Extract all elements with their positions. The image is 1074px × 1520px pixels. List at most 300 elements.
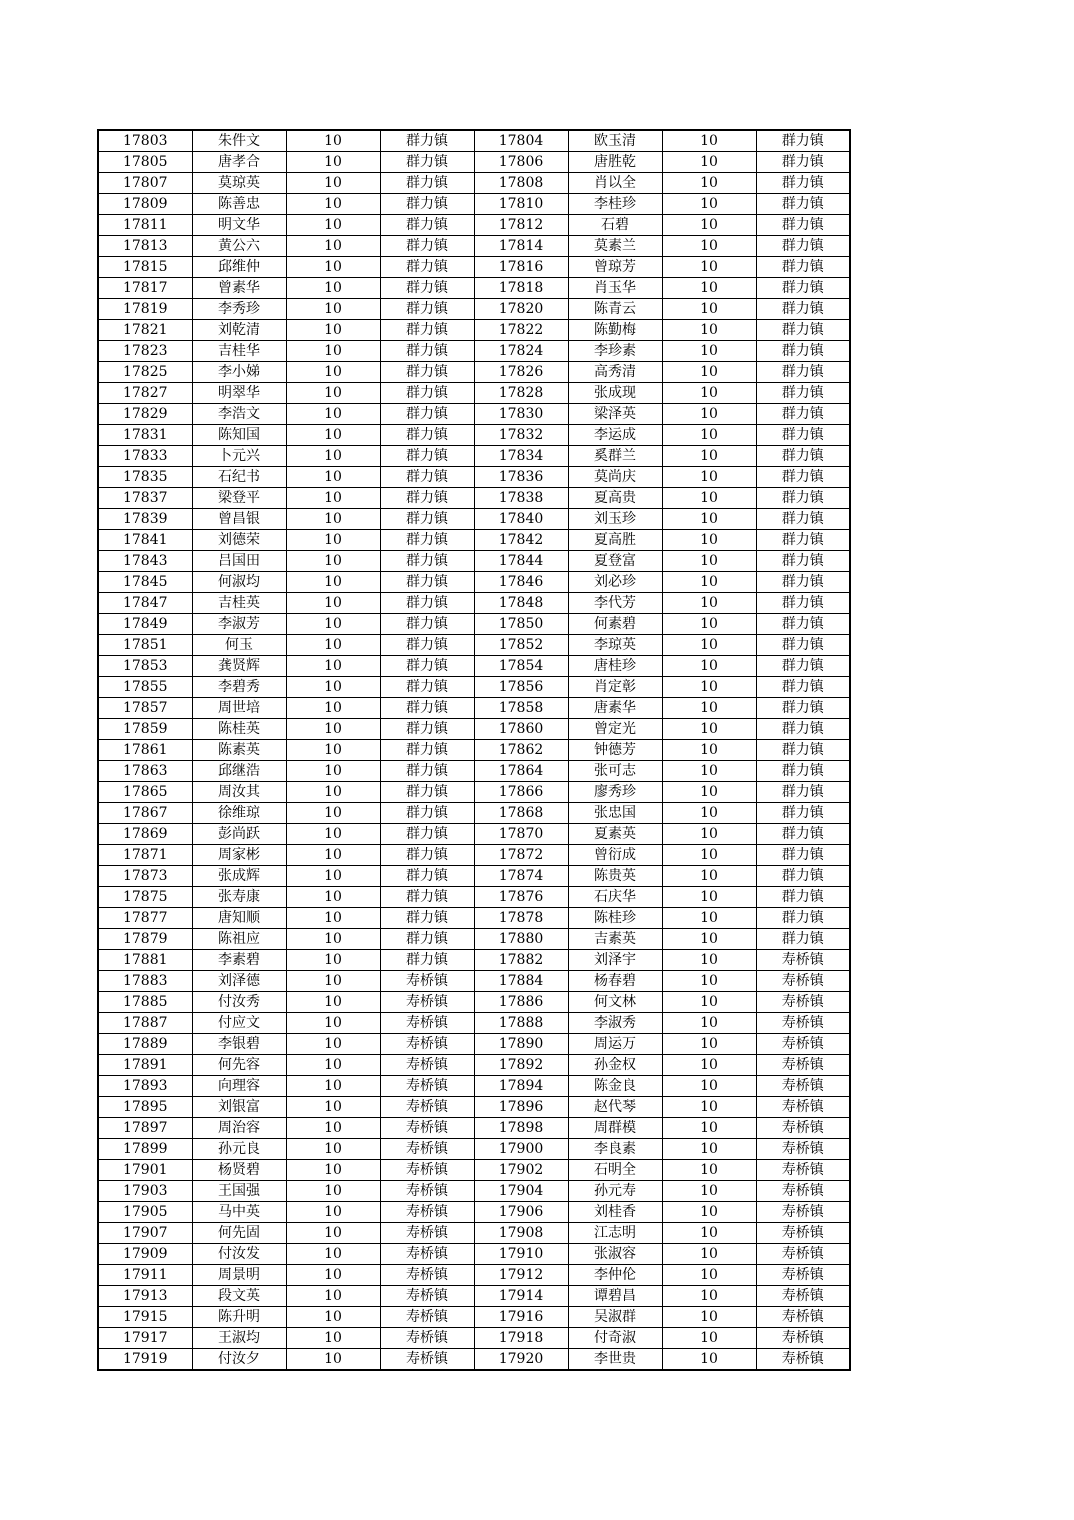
amount-cell: 10 (662, 383, 756, 404)
amount-cell: 10 (662, 1349, 756, 1371)
amount-cell: 10 (286, 130, 380, 152)
id-cell: 17900 (474, 1139, 568, 1160)
town-cell: 群力镇 (756, 908, 850, 929)
name-cell: 李珍素 (568, 341, 662, 362)
amount-cell: 10 (286, 1181, 380, 1202)
id-cell: 17839 (98, 509, 192, 530)
table-row (98, 761, 850, 782)
id-cell: 17868 (474, 803, 568, 824)
town-cell: 寿桥镇 (756, 1328, 850, 1349)
amount-cell: 10 (286, 1244, 380, 1265)
id-cell: 17833 (98, 446, 192, 467)
name-cell: 张成辉 (192, 866, 286, 887)
id-cell: 17819 (98, 299, 192, 320)
amount-cell: 10 (286, 425, 380, 446)
name-cell: 欧玉清 (568, 130, 662, 152)
amount-cell: 10 (286, 1349, 380, 1371)
table-row (98, 782, 850, 803)
amount-cell: 10 (286, 782, 380, 803)
name-cell: 唐知顺 (192, 908, 286, 929)
town-cell: 群力镇 (756, 887, 850, 908)
town-cell: 寿桥镇 (756, 1055, 850, 1076)
amount-cell: 10 (286, 1118, 380, 1139)
name-cell: 张淑容 (568, 1244, 662, 1265)
town-cell: 群力镇 (756, 362, 850, 383)
amount-cell: 10 (662, 740, 756, 761)
name-cell: 肖以全 (568, 173, 662, 194)
amount-cell: 10 (286, 320, 380, 341)
amount-cell: 10 (286, 194, 380, 215)
town-cell: 群力镇 (756, 341, 850, 362)
town-cell: 寿桥镇 (380, 1076, 474, 1097)
name-cell: 马中英 (192, 1202, 286, 1223)
amount-cell: 10 (662, 572, 756, 593)
name-cell: 何素碧 (568, 614, 662, 635)
amount-cell: 10 (286, 1013, 380, 1034)
name-cell: 曾昌银 (192, 509, 286, 530)
name-cell: 吉桂华 (192, 341, 286, 362)
town-cell: 群力镇 (380, 593, 474, 614)
town-cell: 群力镇 (380, 215, 474, 236)
name-cell: 付奇淑 (568, 1328, 662, 1349)
town-cell: 寿桥镇 (380, 1223, 474, 1244)
id-cell: 17807 (98, 173, 192, 194)
id-cell: 17812 (474, 215, 568, 236)
town-cell: 寿桥镇 (756, 1160, 850, 1181)
id-cell: 17872 (474, 845, 568, 866)
town-cell: 群力镇 (380, 194, 474, 215)
town-cell: 寿桥镇 (380, 1013, 474, 1034)
table-row (98, 299, 850, 320)
table-row (98, 1034, 850, 1055)
id-cell: 17844 (474, 551, 568, 572)
town-cell: 群力镇 (380, 845, 474, 866)
town-cell: 寿桥镇 (756, 1097, 850, 1118)
town-cell: 群力镇 (380, 509, 474, 530)
id-cell: 17895 (98, 1097, 192, 1118)
name-cell: 付汝发 (192, 1244, 286, 1265)
name-cell: 周治容 (192, 1118, 286, 1139)
amount-cell: 10 (286, 1034, 380, 1055)
id-cell: 17840 (474, 509, 568, 530)
name-cell: 周家彬 (192, 845, 286, 866)
name-cell: 石碧 (568, 215, 662, 236)
town-cell: 群力镇 (380, 887, 474, 908)
amount-cell: 10 (662, 698, 756, 719)
amount-cell: 10 (662, 488, 756, 509)
town-cell: 群力镇 (380, 425, 474, 446)
town-cell: 寿桥镇 (380, 1307, 474, 1328)
table-row (98, 1013, 850, 1034)
name-cell: 石纪书 (192, 467, 286, 488)
name-cell: 石庆华 (568, 887, 662, 908)
id-cell: 17849 (98, 614, 192, 635)
town-cell: 寿桥镇 (380, 992, 474, 1013)
table-row (98, 404, 850, 425)
id-cell: 17919 (98, 1349, 192, 1371)
name-cell: 何玉 (192, 635, 286, 656)
name-cell: 陈祖应 (192, 929, 286, 950)
amount-cell: 10 (286, 593, 380, 614)
town-cell: 寿桥镇 (380, 1328, 474, 1349)
table-row (98, 173, 850, 194)
town-cell: 群力镇 (380, 740, 474, 761)
name-cell: 向理容 (192, 1076, 286, 1097)
table-row (98, 1181, 850, 1202)
name-cell: 张寿康 (192, 887, 286, 908)
town-cell: 寿桥镇 (380, 1181, 474, 1202)
id-cell: 17901 (98, 1160, 192, 1181)
amount-cell: 10 (662, 635, 756, 656)
id-cell: 17888 (474, 1013, 568, 1034)
amount-cell: 10 (662, 824, 756, 845)
id-cell: 17853 (98, 656, 192, 677)
amount-cell: 10 (286, 635, 380, 656)
id-cell: 17889 (98, 1034, 192, 1055)
table-row (98, 152, 850, 173)
town-cell: 寿桥镇 (756, 1139, 850, 1160)
id-cell: 17915 (98, 1307, 192, 1328)
name-cell: 陈善忠 (192, 194, 286, 215)
town-cell: 寿桥镇 (380, 1244, 474, 1265)
id-cell: 17827 (98, 383, 192, 404)
town-cell: 群力镇 (756, 614, 850, 635)
amount-cell: 10 (662, 1202, 756, 1223)
name-cell: 杨贤碧 (192, 1160, 286, 1181)
table-row (98, 1244, 850, 1265)
name-cell: 龚贤辉 (192, 656, 286, 677)
town-cell: 群力镇 (380, 278, 474, 299)
name-cell: 刘桂香 (568, 1202, 662, 1223)
amount-cell: 10 (286, 761, 380, 782)
name-cell: 明文华 (192, 215, 286, 236)
name-cell: 张可志 (568, 761, 662, 782)
amount-cell: 10 (286, 1265, 380, 1286)
table-row (98, 614, 850, 635)
amount-cell: 10 (286, 1223, 380, 1244)
id-cell: 17911 (98, 1265, 192, 1286)
amount-cell: 10 (286, 803, 380, 824)
table-row (98, 929, 850, 950)
town-cell: 寿桥镇 (756, 1013, 850, 1034)
id-cell: 17913 (98, 1286, 192, 1307)
amount-cell: 10 (286, 236, 380, 257)
roster-table (97, 129, 851, 1371)
town-cell: 寿桥镇 (380, 1097, 474, 1118)
id-cell: 17809 (98, 194, 192, 215)
amount-cell: 10 (662, 130, 756, 152)
table-row (98, 845, 850, 866)
name-cell: 廖秀珍 (568, 782, 662, 803)
name-cell: 赵代琴 (568, 1097, 662, 1118)
table-row (98, 1223, 850, 1244)
id-cell: 17899 (98, 1139, 192, 1160)
id-cell: 17847 (98, 593, 192, 614)
amount-cell: 10 (662, 257, 756, 278)
amount-cell: 10 (662, 362, 756, 383)
town-cell: 群力镇 (380, 152, 474, 173)
id-cell: 17832 (474, 425, 568, 446)
name-cell: 唐孝合 (192, 152, 286, 173)
amount-cell: 10 (662, 845, 756, 866)
name-cell: 刘乾清 (192, 320, 286, 341)
town-cell: 寿桥镇 (756, 1307, 850, 1328)
town-cell: 群力镇 (380, 130, 474, 152)
town-cell: 群力镇 (756, 404, 850, 425)
name-cell: 王国强 (192, 1181, 286, 1202)
name-cell: 邱维仲 (192, 257, 286, 278)
amount-cell: 10 (662, 971, 756, 992)
name-cell: 周群模 (568, 1118, 662, 1139)
name-cell: 夏登富 (568, 551, 662, 572)
name-cell: 邱继浩 (192, 761, 286, 782)
table-row (98, 908, 850, 929)
id-cell: 17893 (98, 1076, 192, 1097)
amount-cell: 10 (662, 1181, 756, 1202)
town-cell: 群力镇 (756, 130, 850, 152)
amount-cell: 10 (286, 488, 380, 509)
id-cell: 17876 (474, 887, 568, 908)
name-cell: 付应文 (192, 1013, 286, 1034)
name-cell: 刘泽德 (192, 971, 286, 992)
name-cell: 李淑秀 (568, 1013, 662, 1034)
amount-cell: 10 (662, 341, 756, 362)
id-cell: 17835 (98, 467, 192, 488)
id-cell: 17918 (474, 1328, 568, 1349)
id-cell: 17838 (474, 488, 568, 509)
amount-cell: 10 (286, 1160, 380, 1181)
table-row (98, 383, 850, 404)
name-cell: 李良素 (568, 1139, 662, 1160)
name-cell: 曾衍成 (568, 845, 662, 866)
amount-cell: 10 (662, 761, 756, 782)
amount-cell: 10 (286, 1286, 380, 1307)
name-cell: 段文英 (192, 1286, 286, 1307)
amount-cell: 10 (662, 593, 756, 614)
id-cell: 17879 (98, 929, 192, 950)
id-cell: 17897 (98, 1118, 192, 1139)
id-cell: 17874 (474, 866, 568, 887)
id-cell: 17882 (474, 950, 568, 971)
id-cell: 17878 (474, 908, 568, 929)
name-cell: 王淑均 (192, 1328, 286, 1349)
town-cell: 群力镇 (380, 299, 474, 320)
town-cell: 群力镇 (380, 761, 474, 782)
town-cell: 寿桥镇 (380, 1055, 474, 1076)
amount-cell: 10 (286, 1055, 380, 1076)
town-cell: 群力镇 (756, 488, 850, 509)
table-row (98, 992, 850, 1013)
amount-cell: 10 (286, 929, 380, 950)
amount-cell: 10 (662, 278, 756, 299)
town-cell: 群力镇 (380, 908, 474, 929)
id-cell: 17816 (474, 257, 568, 278)
name-cell: 李琼英 (568, 635, 662, 656)
town-cell: 群力镇 (756, 677, 850, 698)
id-cell: 17822 (474, 320, 568, 341)
table-row (98, 740, 850, 761)
amount-cell: 10 (286, 341, 380, 362)
id-cell: 17841 (98, 530, 192, 551)
name-cell: 明翠华 (192, 383, 286, 404)
id-cell: 17808 (474, 173, 568, 194)
town-cell: 寿桥镇 (756, 971, 850, 992)
amount-cell: 10 (662, 656, 756, 677)
name-cell: 石明全 (568, 1160, 662, 1181)
town-cell: 寿桥镇 (756, 1244, 850, 1265)
name-cell: 夏高胜 (568, 530, 662, 551)
id-cell: 17890 (474, 1034, 568, 1055)
amount-cell: 10 (662, 1076, 756, 1097)
table-row (98, 236, 850, 257)
table-row (98, 593, 850, 614)
id-cell: 17837 (98, 488, 192, 509)
name-cell: 李代芳 (568, 593, 662, 614)
name-cell: 刘玉珍 (568, 509, 662, 530)
id-cell: 17860 (474, 719, 568, 740)
town-cell: 群力镇 (756, 761, 850, 782)
town-cell: 寿桥镇 (756, 1349, 850, 1371)
name-cell: 唐胜乾 (568, 152, 662, 173)
name-cell: 曾素华 (192, 278, 286, 299)
id-cell: 17851 (98, 635, 192, 656)
town-cell: 群力镇 (756, 866, 850, 887)
table-row (98, 194, 850, 215)
name-cell: 孙元寿 (568, 1181, 662, 1202)
id-cell: 17815 (98, 257, 192, 278)
amount-cell: 10 (662, 929, 756, 950)
town-cell: 群力镇 (756, 782, 850, 803)
town-cell: 寿桥镇 (380, 1349, 474, 1371)
town-cell: 群力镇 (380, 698, 474, 719)
amount-cell: 10 (286, 971, 380, 992)
town-cell: 群力镇 (756, 698, 850, 719)
id-cell: 17850 (474, 614, 568, 635)
town-cell: 群力镇 (756, 278, 850, 299)
id-cell: 17865 (98, 782, 192, 803)
town-cell: 寿桥镇 (380, 1265, 474, 1286)
town-cell: 群力镇 (380, 719, 474, 740)
amount-cell: 10 (286, 698, 380, 719)
name-cell: 付汝夕 (192, 1349, 286, 1371)
table-row (98, 698, 850, 719)
id-cell: 17856 (474, 677, 568, 698)
town-cell: 群力镇 (380, 362, 474, 383)
name-cell: 莫尚庆 (568, 467, 662, 488)
town-cell: 群力镇 (756, 824, 850, 845)
town-cell: 群力镇 (380, 383, 474, 404)
table-row (98, 866, 850, 887)
table-row (98, 488, 850, 509)
amount-cell: 10 (662, 299, 756, 320)
amount-cell: 10 (286, 1307, 380, 1328)
town-cell: 寿桥镇 (756, 1223, 850, 1244)
town-cell: 群力镇 (756, 152, 850, 173)
name-cell: 杨春碧 (568, 971, 662, 992)
amount-cell: 10 (662, 320, 756, 341)
table-row (98, 572, 850, 593)
amount-cell: 10 (662, 1160, 756, 1181)
id-cell: 17834 (474, 446, 568, 467)
town-cell: 寿桥镇 (756, 1265, 850, 1286)
name-cell: 陈金良 (568, 1076, 662, 1097)
amount-cell: 10 (286, 383, 380, 404)
id-cell: 17873 (98, 866, 192, 887)
name-cell: 李秀珍 (192, 299, 286, 320)
id-cell: 17828 (474, 383, 568, 404)
id-cell: 17842 (474, 530, 568, 551)
id-cell: 17906 (474, 1202, 568, 1223)
table-row (98, 530, 850, 551)
id-cell: 17870 (474, 824, 568, 845)
amount-cell: 10 (662, 509, 756, 530)
table-row (98, 551, 850, 572)
town-cell: 寿桥镇 (380, 1286, 474, 1307)
name-cell: 李运成 (568, 425, 662, 446)
amount-cell: 10 (662, 992, 756, 1013)
roster-body (98, 130, 850, 1370)
name-cell: 李淑芳 (192, 614, 286, 635)
town-cell: 寿桥镇 (756, 1076, 850, 1097)
table-row (98, 635, 850, 656)
id-cell: 17884 (474, 971, 568, 992)
amount-cell: 10 (662, 677, 756, 698)
town-cell: 寿桥镇 (756, 1118, 850, 1139)
name-cell: 唐桂珍 (568, 656, 662, 677)
amount-cell: 10 (286, 278, 380, 299)
id-cell: 17821 (98, 320, 192, 341)
name-cell: 周景明 (192, 1265, 286, 1286)
amount-cell: 10 (286, 887, 380, 908)
amount-cell: 10 (286, 509, 380, 530)
id-cell: 17885 (98, 992, 192, 1013)
amount-cell: 10 (286, 1076, 380, 1097)
amount-cell: 10 (662, 425, 756, 446)
amount-cell: 10 (662, 908, 756, 929)
amount-cell: 10 (662, 866, 756, 887)
table-row (98, 362, 850, 383)
table-row (98, 1076, 850, 1097)
id-cell: 17912 (474, 1265, 568, 1286)
id-cell: 17817 (98, 278, 192, 299)
amount-cell: 10 (662, 446, 756, 467)
table-row (98, 215, 850, 236)
amount-cell: 10 (662, 1307, 756, 1328)
table-row (98, 656, 850, 677)
amount-cell: 10 (662, 1055, 756, 1076)
amount-cell: 10 (662, 194, 756, 215)
town-cell: 群力镇 (756, 446, 850, 467)
table-row (98, 130, 850, 152)
id-cell: 17920 (474, 1349, 568, 1371)
name-cell: 陈升明 (192, 1307, 286, 1328)
id-cell: 17917 (98, 1328, 192, 1349)
town-cell: 群力镇 (756, 383, 850, 404)
amount-cell: 10 (662, 1328, 756, 1349)
id-cell: 17804 (474, 130, 568, 152)
name-cell: 李小娣 (192, 362, 286, 383)
amount-cell: 10 (662, 551, 756, 572)
name-cell: 江志明 (568, 1223, 662, 1244)
id-cell: 17830 (474, 404, 568, 425)
name-cell: 何先容 (192, 1055, 286, 1076)
amount-cell: 10 (286, 362, 380, 383)
id-cell: 17852 (474, 635, 568, 656)
amount-cell: 10 (662, 1013, 756, 1034)
amount-cell: 10 (662, 404, 756, 425)
name-cell: 李浩文 (192, 404, 286, 425)
town-cell: 寿桥镇 (756, 1286, 850, 1307)
